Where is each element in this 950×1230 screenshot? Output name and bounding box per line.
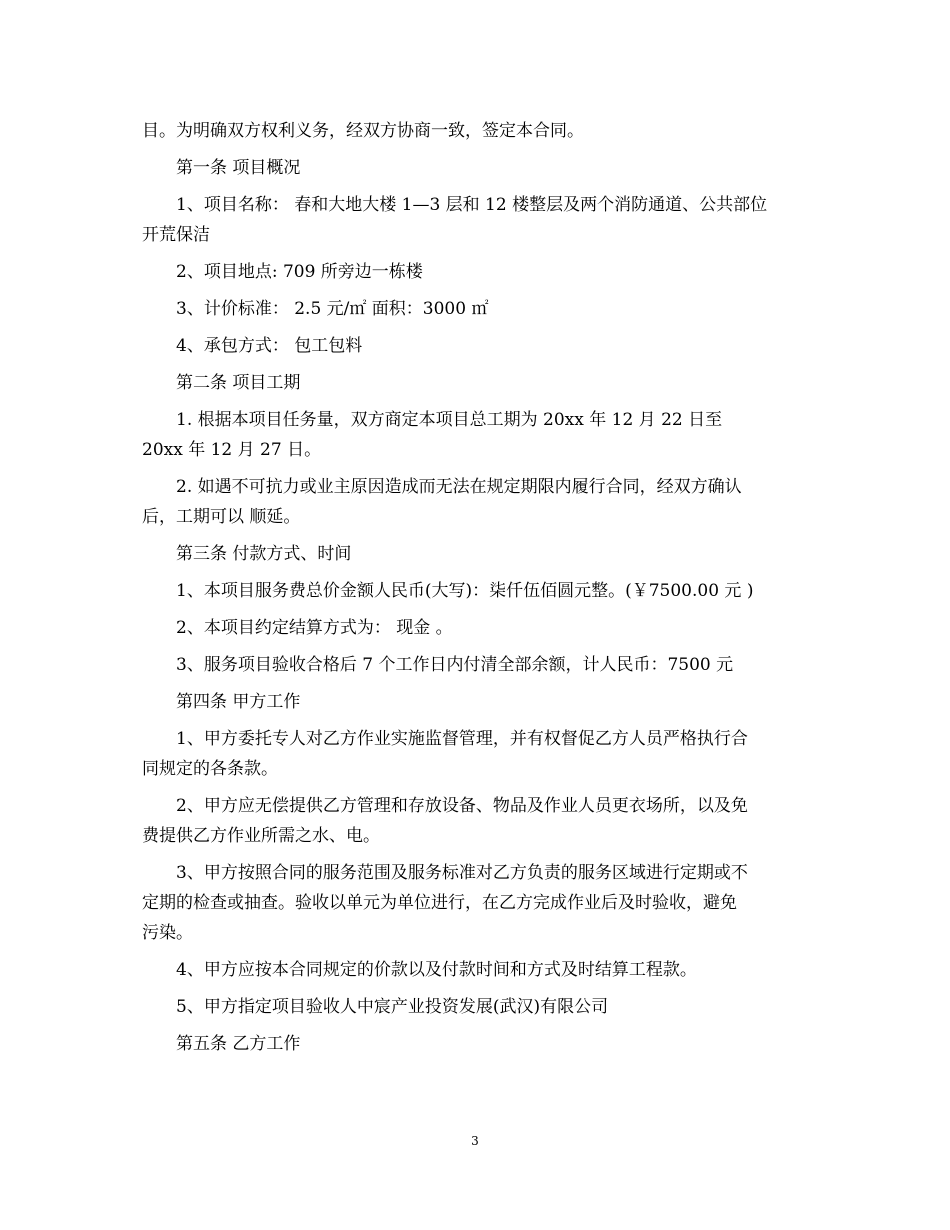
text-line: 1、项目名称： 春和大地大楼 1—3 层和 12 楼整层及两个消防通道、公共部位: [176, 195, 768, 215]
text-line: 目。为明确双方权利义务，经双方协商一致，签定本合同。: [142, 121, 584, 141]
text-line: 定期的检查或抽查。验收以单元为单位进行，在乙方完成作业后及时验收，避免: [142, 893, 737, 913]
text-line: 污染。: [142, 923, 193, 943]
text-line: 20xx 年 12 月 27 日。: [142, 440, 322, 460]
text-line: 2. 如遇不可抗力或业主原因造成而无法在规定期限内履行合同，经双方确认: [176, 477, 742, 497]
document-body: [142, 116, 810, 1066]
section-heading-2: 第二条 项目工期: [176, 373, 301, 393]
text-line: 1. 根据本项目任务量，双方商定本项目总工期为 20xx 年 12 月 22 日至: [176, 410, 723, 430]
text-line: 3、计价标准： 2.5 元/㎡ 面积：3000 ㎡: [176, 299, 489, 319]
text-line: 2、甲方应无偿提供乙方管理和存放设备、物品及作业人员更衣场所，以及免: [176, 796, 748, 816]
text-line: 2、项目地点: 709 所旁边一栋楼: [176, 262, 423, 282]
page-number: 3: [471, 1134, 479, 1148]
section-heading-4: 第四条 甲方工作: [176, 692, 301, 712]
text-line: 5、甲方指定项目验收人中宸产业投资发展(武汉)有限公司: [176, 997, 609, 1017]
text-line: 4、承包方式： 包工包料: [176, 336, 363, 356]
text-line: 后，工期可以 顺延。: [142, 507, 301, 527]
text-line: 1、甲方委托专人对乙方作业实施监督管理，并有权督促乙方人员严格执行合: [176, 729, 748, 749]
text-line: 同规定的各条款。: [142, 759, 278, 779]
text-line: 1、本项目服务费总价金额人民币(大写)：柒仟伍佰圆元整。(￥7500.00 元 ): [176, 581, 754, 601]
text-line: 费提供乙方作业所需之水、电。: [142, 826, 380, 846]
text-line: 4、甲方应按本合同规定的价款以及付款时间和方式及时结算工程款。: [176, 960, 697, 980]
text-line: 3、服务项目验收合格后 7 个工作日内付清全部余额，计人民币：7500 元: [176, 655, 734, 675]
section-heading-3: 第三条 付款方式、时间: [176, 544, 352, 564]
text-line: 2、本项目约定结算方式为： 现金 。: [176, 618, 453, 638]
text-line: 3、甲方按照合同的服务范围及服务标准对乙方负责的服务区域进行定期或不: [176, 863, 748, 883]
section-heading-5: 第五条 乙方工作: [176, 1034, 301, 1054]
section-heading-1: 第一条 项目概况: [176, 158, 301, 178]
text-line: 开荒保洁: [142, 225, 210, 245]
